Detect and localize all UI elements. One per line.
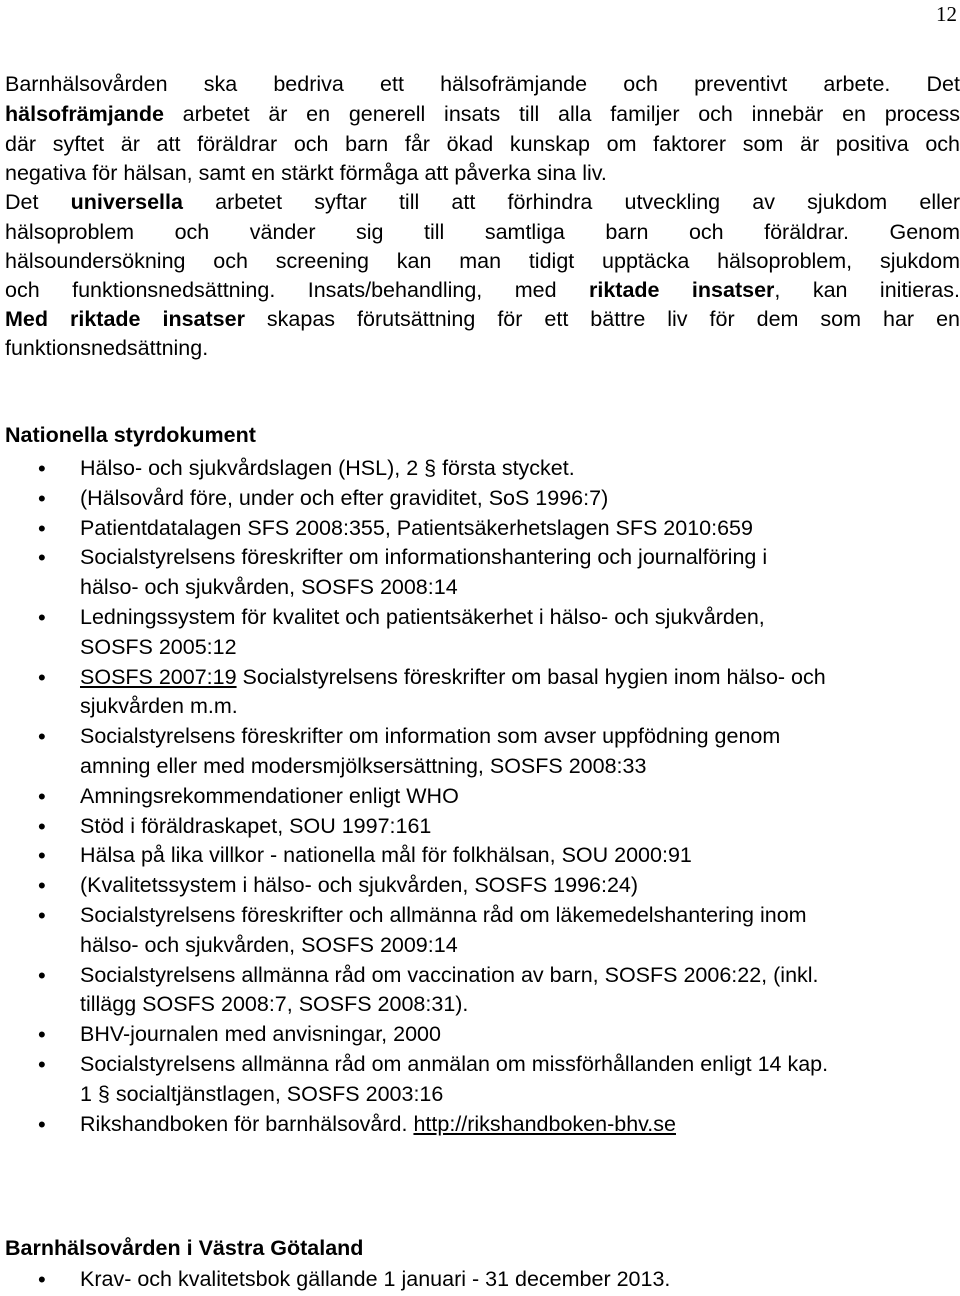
list-item: • (Hälsovård före, under och efter graviditet, SoS 1996:7) [0, 484, 960, 514]
list-item: • Hälsa på lika villkor - nationella mål för folkhälsan, SOU 2000:91 [0, 841, 960, 871]
section-heading-vastra-gotaland: Barnhälsovården i Västra Götaland [5, 1236, 364, 1260]
vastra-gotaland-list [0, 1265, 960, 1295]
list-item: • Ledningssystem för kvalitet och patientsäkerhet i hälso- och sjukvården, SOSFS 2005:12 [0, 603, 960, 663]
intro-line-5: Det universella arbetet syftar till att förhindra utveckling av sjukdom eller [5, 190, 960, 214]
page-number: 12 [936, 2, 957, 26]
list-item: • Socialstyrelsens föreskrifter och allmänna råd om läkemedelshantering inom hälso- och sjukvården, SOSFS 2009:14 [0, 901, 960, 961]
intro-line-4: negativa för hälsan, samt en stärkt förmåga att påverka sina liv. [5, 161, 607, 185]
intro-line-8: och funktionsnedsättning. Insats/behandling, med riktade insatser, kan initieras. [5, 278, 960, 302]
sosfs-2007-19-link[interactable]: SOSFS 2007:19 [80, 664, 237, 689]
list-item: • Socialstyrelsens allmänna råd om vaccination av barn, SOSFS 2006:22, (inkl. tillägg SOSFS 2008:7, SOSFS 2008:31). [0, 961, 960, 1021]
rikshandboken-link[interactable]: http://rikshandboken-bhv.se [413, 1111, 676, 1136]
section-heading-national-documents: Nationella styrdokument [5, 423, 256, 447]
intro-line-6: hälsoproblem och vänder sig till samtliga barn och föräldrar. Genom [5, 220, 960, 244]
national-documents-list [0, 454, 960, 1139]
list-item: • Krav- och kvalitetsbok gällande 1 januari - 31 december 2013. [0, 1265, 960, 1295]
list-item: • Socialstyrelsens allmänna råd om anmälan om missförhållanden enligt 14 kap. 1 § socialtjänstlagen, SOSFS 2003:16 [0, 1050, 960, 1110]
intro-line-2: hälsofrämjande arbetet är en generell insats till alla familjer och innebär en process [5, 102, 960, 126]
list-item: • SOSFS 2007:19 Socialstyrelsens föreskrifter om basal hygien inom hälso- och sjukvården m.m. [0, 663, 960, 723]
list-item: • (Kvalitetssystem i hälso- och sjukvården, SOSFS 1996:24) [0, 871, 960, 901]
list-item: • Rikshandboken för barnhälsovård. http://rikshandboken-bhv.se [0, 1110, 960, 1140]
list-item: • Patientdatalagen SFS 2008:355, Patientsäkerhetslagen SFS 2010:659 [0, 514, 960, 544]
intro-line-10: funktionsnedsättning. [5, 336, 209, 360]
list-item: • Amningsrekommendationer enligt WHO [0, 782, 960, 812]
intro-line-7: hälsoundersökning och screening kan man tidigt upptäcka hälsoproblem, sjukdom [5, 249, 960, 273]
list-item: • Hälso- och sjukvårdslagen (HSL), 2 § första stycket. [0, 454, 960, 484]
list-item: • Socialstyrelsens föreskrifter om information som avser uppfödning genom amning eller med modersmjölksersättning, SOSFS 2008:33 [0, 722, 960, 782]
list-item: • BHV-journalen med anvisningar, 2000 [0, 1020, 960, 1050]
intro-line-1: Barnhälsovården ska bedriva ett hälsofrämjande och preventivt arbete. Det [5, 72, 960, 96]
list-item: • Stöd i föräldraskapet, SOU 1997:161 [0, 812, 960, 842]
list-item: • Socialstyrelsens föreskrifter om informationshantering och journalföring i hälso- och sjukvården, SOSFS 2008:14 [0, 543, 960, 603]
intro-line-3: där syftet är att föräldrar och barn får ökad kunskap om faktorer som är positiva och [5, 132, 960, 156]
intro-line-9: Med riktade insatser skapas förutsättning för ett bättre liv för dem som har en [5, 307, 960, 331]
